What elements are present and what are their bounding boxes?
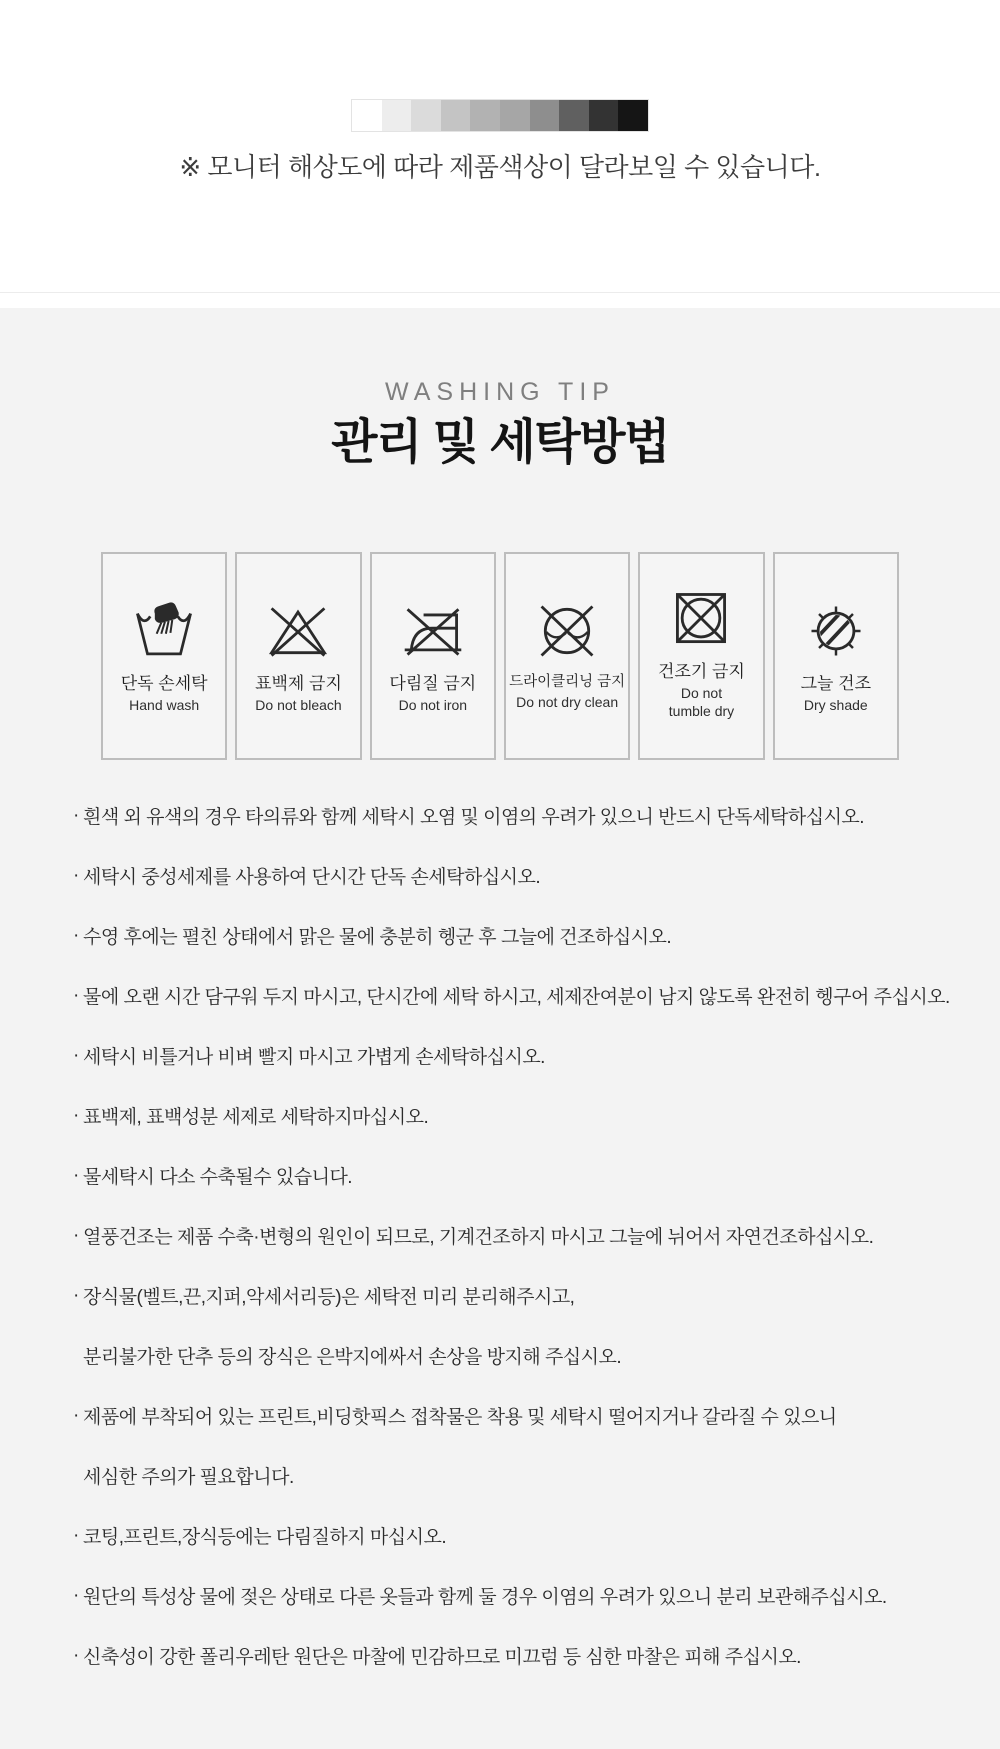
hand-wash-icon <box>131 600 197 662</box>
instruction-text: 세탁시 비틀거나 비벼 빨지 마시고 가볍게 손세탁하십시오. <box>83 1047 545 1069</box>
instruction-text: 표백제, 표백성분 세제로 세탁하지마십시오. <box>83 1107 429 1129</box>
instruction-line <box>73 846 995 906</box>
bullet-dot: · <box>73 924 79 946</box>
bullet-dot: · <box>73 1584 79 1606</box>
instruction-line <box>73 1326 995 1386</box>
bullet-dot: · <box>73 984 79 1006</box>
section-eyebrow: WASHING TIP <box>385 378 615 406</box>
instruction-line <box>73 1026 995 1086</box>
care-label-ko: 건조기 금지 <box>658 661 745 681</box>
instruction-line <box>73 1206 995 1266</box>
instruction-text: 물에 오랜 시간 담구워 두지 마시고, 단시간에 세탁 하시고, 세제잔여분이 남지 않도록 완전히 헹구어 주십시오. <box>83 987 950 1009</box>
care-label-ko: 다림질 금지 <box>389 673 477 693</box>
care-label-en: Do not bleach <box>255 697 342 714</box>
instruction-line <box>73 906 995 966</box>
grayscale-step <box>352 100 382 131</box>
instruction-text: 신축성이 강한 폴리우레탄 원단은 마찰에 민감하므로 미끄럼 등 심한 마찰은 피해 주십시오. <box>83 1647 801 1669</box>
bullet-dot: · <box>73 1644 79 1666</box>
care-label-en: Do not iron <box>398 697 468 714</box>
grayscale-bar <box>352 100 648 131</box>
grayscale-step <box>589 100 619 131</box>
grayscale-step <box>441 100 471 131</box>
grayscale-step <box>530 100 560 131</box>
do-not-bleach-icon <box>265 600 331 662</box>
care-label-en: Dry shade <box>803 697 868 714</box>
do-not-iron-icon <box>400 600 466 662</box>
bullet-dot: · <box>73 804 79 826</box>
care-label-ko: 표백제 금지 <box>255 673 342 693</box>
care-symbol-dry-shade <box>773 552 899 760</box>
care-instructions <box>73 786 995 1686</box>
color-notice-area <box>0 0 1000 293</box>
grayscale-step <box>411 100 441 131</box>
care-symbol-hand-wash <box>101 552 227 760</box>
instruction-line <box>73 1086 995 1146</box>
care-label-ko: 단독 손세탁 <box>120 673 208 693</box>
instruction-line <box>73 1146 995 1206</box>
instruction-line <box>73 1566 995 1626</box>
instruction-text: 열풍건조는 제품 수축·변형의 원인이 되므로, 기계건조하지 마시고 그늘에 뉘어서 자연건조하십시오. <box>83 1227 874 1249</box>
care-symbols-row <box>101 552 899 760</box>
care-label-en: Hand wash <box>129 697 200 714</box>
care-symbol-do-not-dry-clean <box>504 552 630 760</box>
instruction-line <box>73 1386 995 1446</box>
bullet-dot: · <box>73 1404 79 1426</box>
instruction-line <box>73 1506 995 1566</box>
instruction-line <box>73 966 995 1026</box>
instruction-text: 장식물(벨트,끈,지퍼,악세서리등)은 세탁전 미리 분리해주시고, <box>83 1287 575 1309</box>
bullet-dot: · <box>73 1524 79 1546</box>
care-symbol-do-not-bleach <box>235 552 361 760</box>
instruction-text: 원단의 특성상 물에 젖은 상태로 다른 옷들과 함께 둘 경우 이염의 우려가 있으니 분리 보관해주십시오. <box>83 1587 887 1609</box>
instruction-line <box>73 1626 995 1686</box>
grayscale-step <box>559 100 589 131</box>
grayscale-step <box>382 100 412 131</box>
bullet-dot: · <box>73 1044 79 1066</box>
grayscale-step <box>500 100 530 131</box>
instruction-text: 분리불가한 단추 등의 장식은 은박지에싸서 손상을 방지해 주십시오. <box>83 1347 622 1369</box>
bullet-dot: · <box>73 1284 79 1306</box>
do-not-tumble-dry-icon <box>668 588 734 650</box>
bullet-dot: · <box>73 864 79 886</box>
instruction-text: 흰색 외 유색의 경우 타의류와 함께 세탁시 오염 및 이염의 우려가 있으니 반드시 단독세탁하십시오. <box>83 807 865 829</box>
washing-tip-section <box>0 308 1000 1749</box>
bullet-dot: · <box>73 1224 79 1246</box>
bullet-dot: · <box>73 1164 79 1186</box>
instruction-text: 세심한 주의가 필요합니다. <box>83 1467 294 1489</box>
grayscale-step <box>470 100 500 131</box>
do-not-dry-clean-icon <box>534 600 600 662</box>
care-label-en: Do not dry clean <box>516 694 619 711</box>
care-label-ko: 그늘 건조 <box>800 673 872 693</box>
instruction-line <box>73 786 995 846</box>
grayscale-step <box>618 100 648 131</box>
instruction-text: 제품에 부착되어 있는 프린트,비딩핫픽스 접착물은 착용 및 세탁시 떨어지거나 갈라질 수 있으니 <box>83 1407 837 1429</box>
instruction-text: 코팅,프린트,장식등에는 다림질하지 마십시오. <box>83 1527 447 1549</box>
section-title: 관리 및 세탁방법 <box>331 416 669 469</box>
care-label-ko: 드라이클리닝 금지 <box>509 673 626 690</box>
monitor-color-notice: ※ 모니터 해상도에 따라 제품색상이 달라보일 수 있습니다. <box>179 152 821 182</box>
dry-shade-icon <box>803 600 869 662</box>
care-symbol-do-not-tumble-dry <box>638 552 764 760</box>
instruction-line <box>73 1446 995 1506</box>
instruction-line <box>73 1266 995 1326</box>
care-label-en: Do not tumble dry <box>668 685 735 719</box>
instruction-text: 수영 후에는 펼친 상태에서 맑은 물에 충분히 헹군 후 그늘에 건조하십시오. <box>83 927 672 949</box>
instruction-text: 물세탁시 다소 수축될수 있습니다. <box>83 1167 353 1189</box>
instruction-text: 세탁시 중성세제를 사용하여 단시간 단독 손세탁하십시오. <box>83 867 541 889</box>
care-symbol-do-not-iron <box>370 552 496 760</box>
bullet-dot: · <box>73 1104 79 1126</box>
